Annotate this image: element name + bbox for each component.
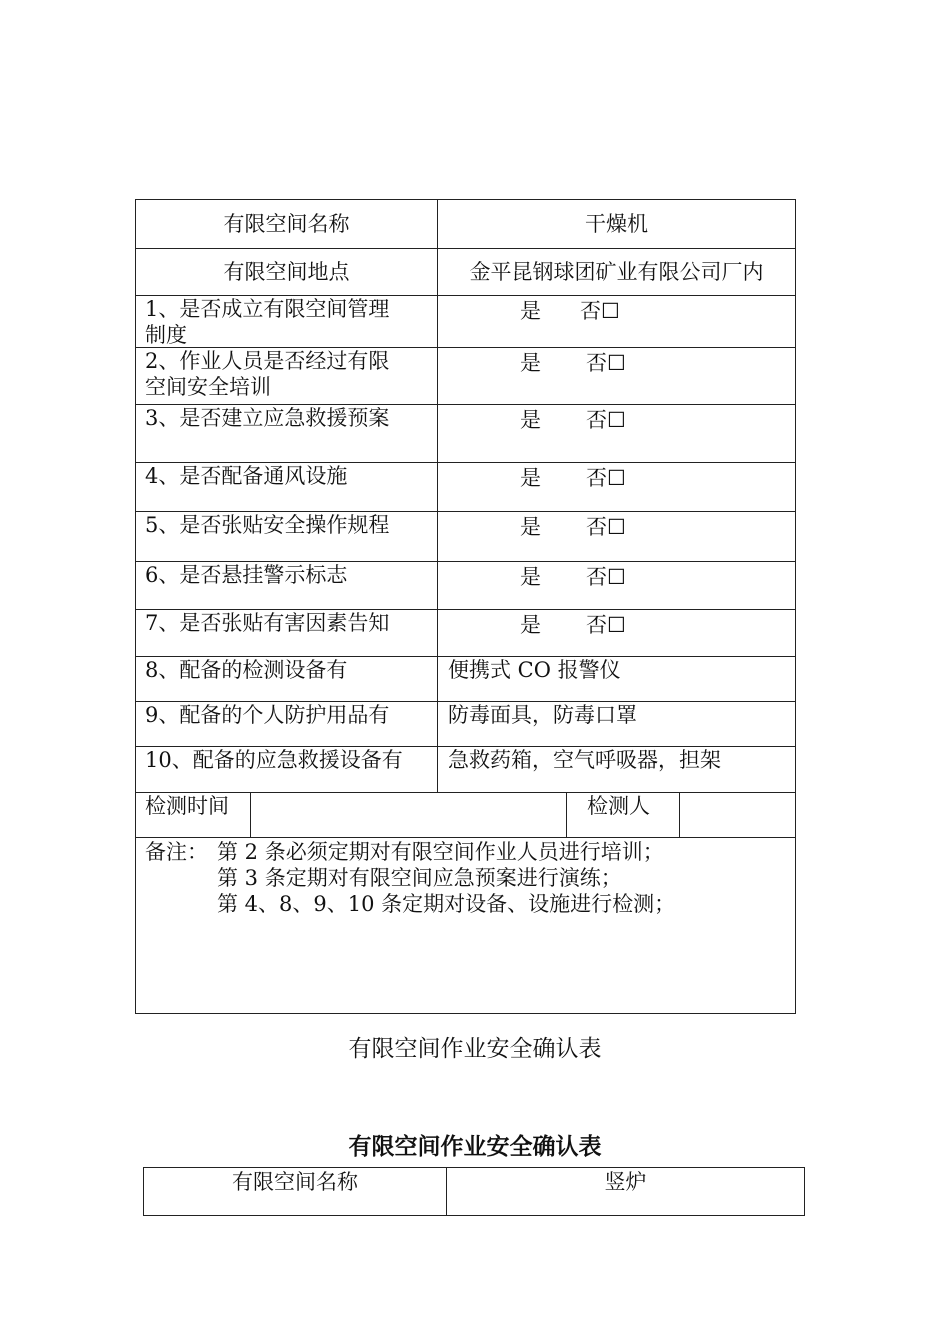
equipment-label: 9、配备的个人防护用品有 xyxy=(145,703,390,727)
check-label-line2: 制度 xyxy=(145,323,187,347)
safety-table-shaft-furnace xyxy=(143,1167,805,1216)
check-row-5 xyxy=(136,511,795,561)
yes-option: 是 xyxy=(520,299,541,323)
space-name-label: 有限空间名称 xyxy=(232,1170,358,1194)
check-row-3 xyxy=(136,404,795,462)
row-space-name xyxy=(144,1168,804,1215)
yes-option: 是 xyxy=(520,613,541,637)
check-label-line1: 5、是否张贴安全操作规程 xyxy=(145,513,390,537)
remark-line: 第 4、8、9、10 条定期对设备、设施进行检测； xyxy=(217,892,676,916)
test-row xyxy=(136,792,795,837)
space-location-label: 有限空间地点 xyxy=(223,260,350,284)
check-row-4 xyxy=(136,462,795,511)
no-checkbox[interactable]: 否☐ xyxy=(586,565,626,589)
yes-option: 是 xyxy=(520,408,541,432)
remarks-prefix: 备注： xyxy=(145,840,208,864)
equipment-row-detection xyxy=(136,656,795,701)
yes-option: 是 xyxy=(520,515,541,539)
space-location-value: 金平昆钢球团矿业有限公司厂内 xyxy=(437,249,795,295)
check-row-1 xyxy=(136,295,795,347)
remarks-row xyxy=(136,837,795,1013)
equipment-label: 8、配备的检测设备有 xyxy=(145,658,348,682)
equipment-value: 便携式 CO 报警仪 xyxy=(437,657,795,701)
check-label-line1: 6、是否悬挂警示标志 xyxy=(145,563,348,587)
safety-table-dryer xyxy=(135,199,796,1014)
remark-line: 第 2 条必须定期对有限空间作业人员进行培训； xyxy=(217,840,664,864)
equipment-row-protection xyxy=(136,701,795,746)
check-row-2 xyxy=(136,347,795,404)
check-row-7 xyxy=(136,609,795,656)
table-caption: 有限空间作业安全确认表 xyxy=(348,1036,602,1062)
remark-line: 第 3 条定期对有限空间应急预案进行演练； xyxy=(217,866,622,890)
no-checkbox[interactable]: 否☐ xyxy=(586,515,626,539)
tester-field[interactable] xyxy=(679,793,795,837)
no-checkbox[interactable]: 否☐ xyxy=(580,299,620,323)
equipment-value: 急救药箱，空气呼吸器，担架 xyxy=(437,747,795,792)
tester-label: 检测人 xyxy=(566,793,679,837)
no-checkbox[interactable]: 否☐ xyxy=(586,408,626,432)
yes-option: 是 xyxy=(520,565,541,589)
remarks-list xyxy=(217,838,795,1013)
no-checkbox[interactable]: 否☐ xyxy=(586,613,626,637)
check-label-line1: 2、作业人员是否经过有限 xyxy=(145,349,390,373)
check-label-line1: 1、是否成立有限空间管理 xyxy=(145,297,390,321)
equipment-label: 10、配备的应急救援设备有 xyxy=(145,748,403,772)
space-name-value: 干燥机 xyxy=(437,200,795,248)
check-label-line2: 空间安全培训 xyxy=(145,375,271,399)
row-space-name xyxy=(136,200,795,248)
section-heading: 有限空间作业安全确认表 xyxy=(348,1133,602,1160)
space-name-label: 有限空间名称 xyxy=(223,212,350,236)
check-row-6 xyxy=(136,561,795,609)
yes-option: 是 xyxy=(520,466,541,490)
check-label-line1: 4、是否配备通风设施 xyxy=(145,464,348,488)
yes-option: 是 xyxy=(520,351,541,375)
test-time-label: 检测时间 xyxy=(145,794,229,818)
no-checkbox[interactable]: 否☐ xyxy=(586,351,626,375)
row-space-location xyxy=(136,248,795,295)
check-label-line1: 3、是否建立应急救援预案 xyxy=(145,406,390,430)
space-name-value: 竖炉 xyxy=(446,1168,804,1215)
equipment-value: 防毒面具，防毒口罩 xyxy=(437,702,795,746)
equipment-row-rescue xyxy=(136,746,795,792)
test-time-field[interactable] xyxy=(250,793,566,837)
no-checkbox[interactable]: 否☐ xyxy=(586,466,626,490)
check-label-line1: 7、是否张贴有害因素告知 xyxy=(145,611,390,635)
